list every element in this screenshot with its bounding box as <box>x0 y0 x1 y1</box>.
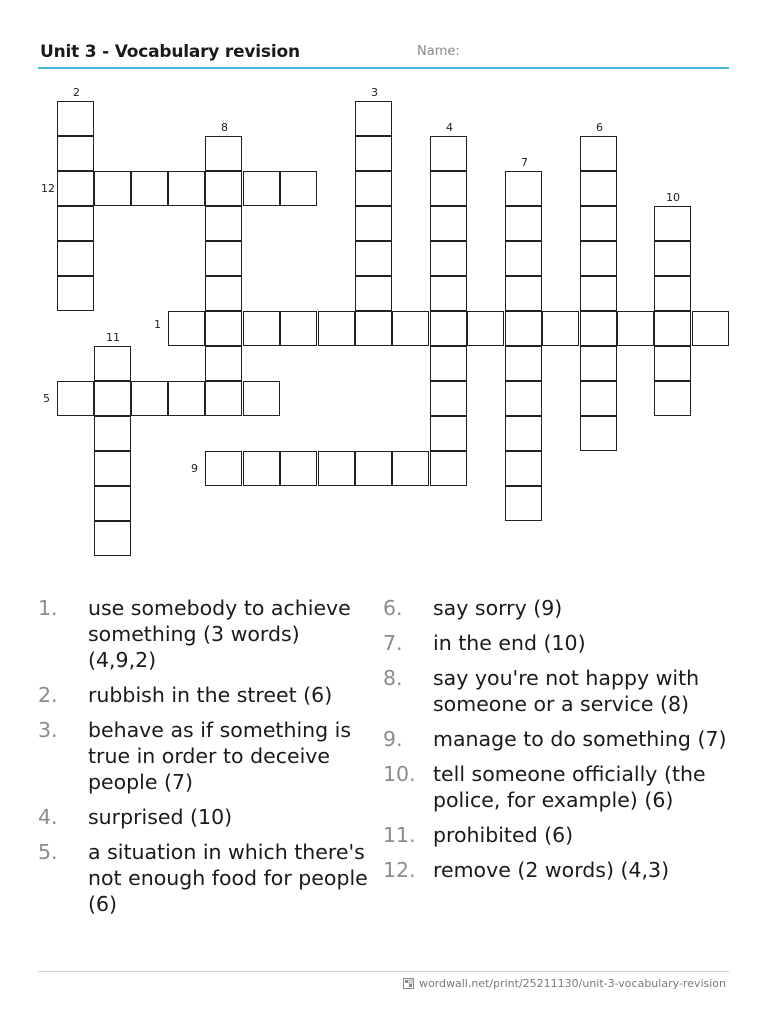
crossword-cell[interactable] <box>94 346 131 381</box>
clue-number-label: 10 <box>666 191 680 204</box>
crossword-cell[interactable] <box>280 311 317 346</box>
crossword-cell[interactable] <box>654 346 691 381</box>
crossword-cell[interactable] <box>243 451 280 486</box>
crossword-cell[interactable] <box>430 206 467 241</box>
clue-text: behave as if something is true in order to deceive people (7) <box>88 718 352 794</box>
crossword-cell[interactable] <box>654 381 691 416</box>
clue-item <box>383 595 728 621</box>
crossword-cell[interactable] <box>94 521 131 556</box>
crossword-cell[interactable] <box>392 451 429 486</box>
crossword-cell[interactable] <box>505 241 542 276</box>
crossword-cell[interactable] <box>94 381 131 416</box>
crossword-cell[interactable] <box>355 136 392 171</box>
crossword-cell[interactable] <box>654 241 691 276</box>
crossword-cell[interactable] <box>430 171 467 206</box>
crossword-cell[interactable] <box>205 276 242 311</box>
crossword-cell[interactable] <box>168 381 205 416</box>
clue-item <box>38 717 373 795</box>
crossword-cell[interactable] <box>318 451 355 486</box>
crossword-cell[interactable] <box>57 136 94 171</box>
clue-number-label: 11 <box>106 331 120 344</box>
clue-text: in the end (10) <box>433 631 586 655</box>
crossword-cell[interactable] <box>205 311 242 346</box>
crossword-cell[interactable] <box>205 136 242 171</box>
crossword-cell[interactable] <box>505 311 542 346</box>
crossword-cell[interactable] <box>654 206 691 241</box>
crossword-cell[interactable] <box>57 206 94 241</box>
clue-number-label: 3 <box>371 86 378 99</box>
clue-item <box>38 595 373 673</box>
clue-item <box>383 761 728 813</box>
crossword-cell[interactable] <box>580 206 617 241</box>
crossword-cell[interactable] <box>280 171 317 206</box>
crossword-cell[interactable] <box>505 416 542 451</box>
crossword-cell[interactable] <box>430 276 467 311</box>
crossword-cell[interactable] <box>205 206 242 241</box>
clue-number-label: 8 <box>221 121 228 134</box>
crossword-cell[interactable] <box>243 171 280 206</box>
crossword-cell[interactable] <box>430 451 467 486</box>
crossword-cell[interactable] <box>355 451 392 486</box>
crossword-cell[interactable] <box>355 241 392 276</box>
crossword-cell[interactable] <box>505 206 542 241</box>
crossword-cell[interactable] <box>505 451 542 486</box>
footer-rule <box>38 971 729 972</box>
crossword-cell[interactable] <box>430 311 467 346</box>
clue-item <box>383 726 728 752</box>
clue-text: say sorry (9) <box>433 596 563 620</box>
clue-list-right <box>383 595 728 892</box>
crossword-cell[interactable] <box>168 311 205 346</box>
clue-number: 2. <box>38 683 58 707</box>
crossword-cell[interactable] <box>542 311 579 346</box>
crossword-cell[interactable] <box>57 171 94 206</box>
clue-number: 4. <box>38 805 58 829</box>
clue-number-label: 2 <box>73 86 80 99</box>
crossword-cell[interactable] <box>505 171 542 206</box>
crossword-cell[interactable] <box>505 486 542 521</box>
crossword-cell[interactable] <box>131 171 168 206</box>
clue-number-label: 4 <box>446 121 453 134</box>
clue-text: tell someone officially (the police, for example) (6) <box>433 762 706 812</box>
crossword-cell[interactable] <box>243 311 280 346</box>
clue-number: 7. <box>383 631 403 655</box>
crossword-cell[interactable] <box>94 171 131 206</box>
clue-number: 3. <box>38 718 58 742</box>
clue-number-label: 1 <box>154 318 161 331</box>
clue-text: manage to do something (7) <box>433 727 727 751</box>
wordwall-logo-icon <box>403 978 414 989</box>
crossword-cell[interactable] <box>505 381 542 416</box>
clue-list-left <box>38 595 373 926</box>
clue-number: 9. <box>383 727 403 751</box>
crossword-cell[interactable] <box>430 381 467 416</box>
clue-number: 12. <box>383 858 416 882</box>
clue-item <box>383 630 728 656</box>
crossword-cell[interactable] <box>692 311 729 346</box>
crossword-cell[interactable] <box>355 101 392 136</box>
clue-number: 1. <box>38 596 58 620</box>
clue-number-label: 7 <box>521 156 528 169</box>
clue-item <box>383 665 728 717</box>
crossword-cell[interactable] <box>205 241 242 276</box>
clue-number-label: 6 <box>596 121 603 134</box>
clue-item <box>38 839 373 917</box>
crossword-cell[interactable] <box>580 241 617 276</box>
crossword-cell[interactable] <box>505 276 542 311</box>
crossword-cell[interactable] <box>392 311 429 346</box>
crossword-cell[interactable] <box>430 241 467 276</box>
clue-number: 10. <box>383 762 416 786</box>
crossword-cell[interactable] <box>131 381 168 416</box>
crossword-cell[interactable] <box>654 311 691 346</box>
crossword-cell[interactable] <box>654 276 691 311</box>
crossword-cell[interactable] <box>355 206 392 241</box>
crossword-cell[interactable] <box>580 136 617 171</box>
crossword-cell[interactable] <box>430 136 467 171</box>
name-label: Name: <box>417 44 460 59</box>
crossword-cell[interactable] <box>580 381 617 416</box>
clue-text: prohibited (6) <box>433 823 574 847</box>
crossword-cell[interactable] <box>505 346 542 381</box>
crossword-cell[interactable] <box>205 346 242 381</box>
crossword-cell[interactable] <box>580 346 617 381</box>
crossword-cell[interactable] <box>580 276 617 311</box>
footer <box>403 977 726 990</box>
crossword-cell[interactable] <box>355 276 392 311</box>
crossword-cell[interactable] <box>57 101 94 136</box>
crossword-cell[interactable] <box>168 171 205 206</box>
crossword-cell[interactable] <box>355 311 392 346</box>
crossword-cell[interactable] <box>580 311 617 346</box>
crossword-cell[interactable] <box>205 381 242 416</box>
crossword-cell[interactable] <box>355 171 392 206</box>
crossword-cell[interactable] <box>318 311 355 346</box>
crossword-cell[interactable] <box>94 416 131 451</box>
clue-number-label: 5 <box>43 392 50 405</box>
crossword-cell[interactable] <box>430 416 467 451</box>
clue-text: use somebody to achieve something (3 words) (4,9,2) <box>88 596 351 672</box>
crossword-cell[interactable] <box>94 451 131 486</box>
crossword-cell[interactable] <box>57 241 94 276</box>
clue-item <box>383 857 728 883</box>
page-title: Unit 3 - Vocabulary revision <box>40 42 300 62</box>
crossword-cell[interactable] <box>205 171 242 206</box>
clue-text: rubbish in the street (6) <box>88 683 333 707</box>
clue-number: 11. <box>383 823 416 847</box>
clue-number-label: 9 <box>191 462 198 475</box>
crossword-cell[interactable] <box>205 451 242 486</box>
crossword-cell[interactable] <box>467 311 504 346</box>
crossword-cell[interactable] <box>617 311 654 346</box>
crossword-cell[interactable] <box>280 451 317 486</box>
crossword-cell[interactable] <box>57 276 94 311</box>
crossword-cell[interactable] <box>580 416 617 451</box>
footer-url: wordwall.net/print/25211130/unit-3-vocabulary-revision <box>418 977 726 990</box>
crossword-cell[interactable] <box>430 346 467 381</box>
clue-text: surprised (10) <box>88 805 233 829</box>
clue-item <box>38 804 373 830</box>
clue-number-label: 12 <box>41 182 55 195</box>
crossword-cell[interactable] <box>243 381 280 416</box>
crossword-cell[interactable] <box>580 171 617 206</box>
clue-text: say you're not happy with someone or a service (8) <box>433 666 700 716</box>
clue-item <box>383 822 728 848</box>
clue-number: 8. <box>383 666 403 690</box>
clue-number: 5. <box>38 840 58 864</box>
clue-item <box>38 682 373 708</box>
clue-text: remove (2 words) (4,3) <box>433 858 670 882</box>
crossword-cell[interactable] <box>57 381 94 416</box>
clue-number: 6. <box>383 596 403 620</box>
crossword-cell[interactable] <box>94 486 131 521</box>
clue-text: a situation in which there's not enough food for people (6) <box>88 840 368 916</box>
